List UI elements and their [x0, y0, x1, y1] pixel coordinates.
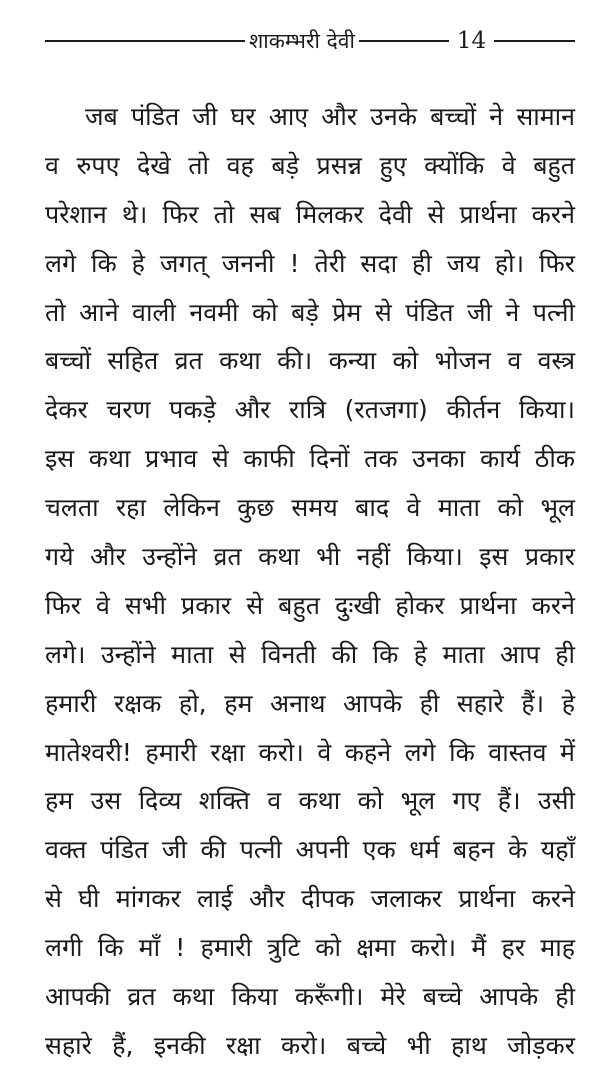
text-line: गये और उन्होंने व्रत कथा भी नहीं किया। इस प्रकार [45, 542, 575, 572]
text-line: तो आने वाली नवमी को बड़े प्रेम से पंडित जी ने पत्नी [45, 297, 575, 327]
text-line: हमारी रक्षक हो, हम अनाथ आपके ही सहारे हैं। हे [45, 688, 575, 718]
text-line: देकर चरण पकड़े और रात्रि (रतजगा) कीर्तन किया। [45, 395, 575, 425]
header-rule-middle [359, 40, 449, 42]
text-line: सहारे हैं, इनकी रक्षा करो। बच्चे भी हाथ जोड़कर [45, 1030, 575, 1060]
text-line: लगे। उन्होंने माता से विनती की कि हे माता आप ही [45, 639, 575, 669]
page-number: 14 [456, 28, 487, 54]
text-line: व रुपए देखे तो वह बड़े प्रसन्न हुए क्योंकि वे बहुत [45, 150, 575, 180]
text-line: से घी मांगकर लाई और दीपक जलाकर प्रार्थना करने [45, 884, 575, 914]
text-line: परेशान थे। फिर तो सब मिलकर देवी से प्रार्थना करने [45, 199, 575, 229]
running-header [45, 24, 575, 58]
text-line: मातेश्वरी! हमारी रक्षा करो। वे कहने लगे कि वास्तव में [45, 737, 575, 767]
text-line: जब पंडित जी घर आए और उनके बच्चों ने सामान [85, 102, 575, 131]
text-line: वक्त पंडित जी की पत्नी अपनी एक धर्म बहन के यहाँ [45, 835, 575, 865]
text-line: लगी कि माँ ! हमारी त्रुटि को क्षमा करो। मैं हर माह [45, 933, 575, 963]
text-line: बच्चों सहित व्रत कथा की। कन्या को भोजन व वस्त्र [45, 346, 575, 376]
text-line: लगे कि हे जगत् जननी ! तेरी सदा ही जय हो। फिर [45, 248, 575, 278]
text-line: हम उस दिव्य शक्ति व कथा को भूल गए हैं। उसी [45, 786, 575, 816]
text-line: इस कथा प्रभाव से काफी दिनों तक उनका कार्य ठीक [45, 444, 575, 474]
header-rule-right [494, 40, 575, 42]
text-line: आपकी व्रत कथा किया करूँगी। मेरे बच्चे आपके ही [45, 982, 575, 1012]
body-paragraph [45, 93, 575, 1071]
text-line: चलता रहा लेकिन कुछ समय बाद वे माता को भूल [45, 493, 575, 523]
running-title: शाकम्भरी देवी [249, 29, 355, 53]
header-rule-left [45, 40, 245, 42]
text-line: फिर वे सभी प्रकार से बहुत दुःखी होकर प्रार्थना करने [45, 590, 575, 620]
